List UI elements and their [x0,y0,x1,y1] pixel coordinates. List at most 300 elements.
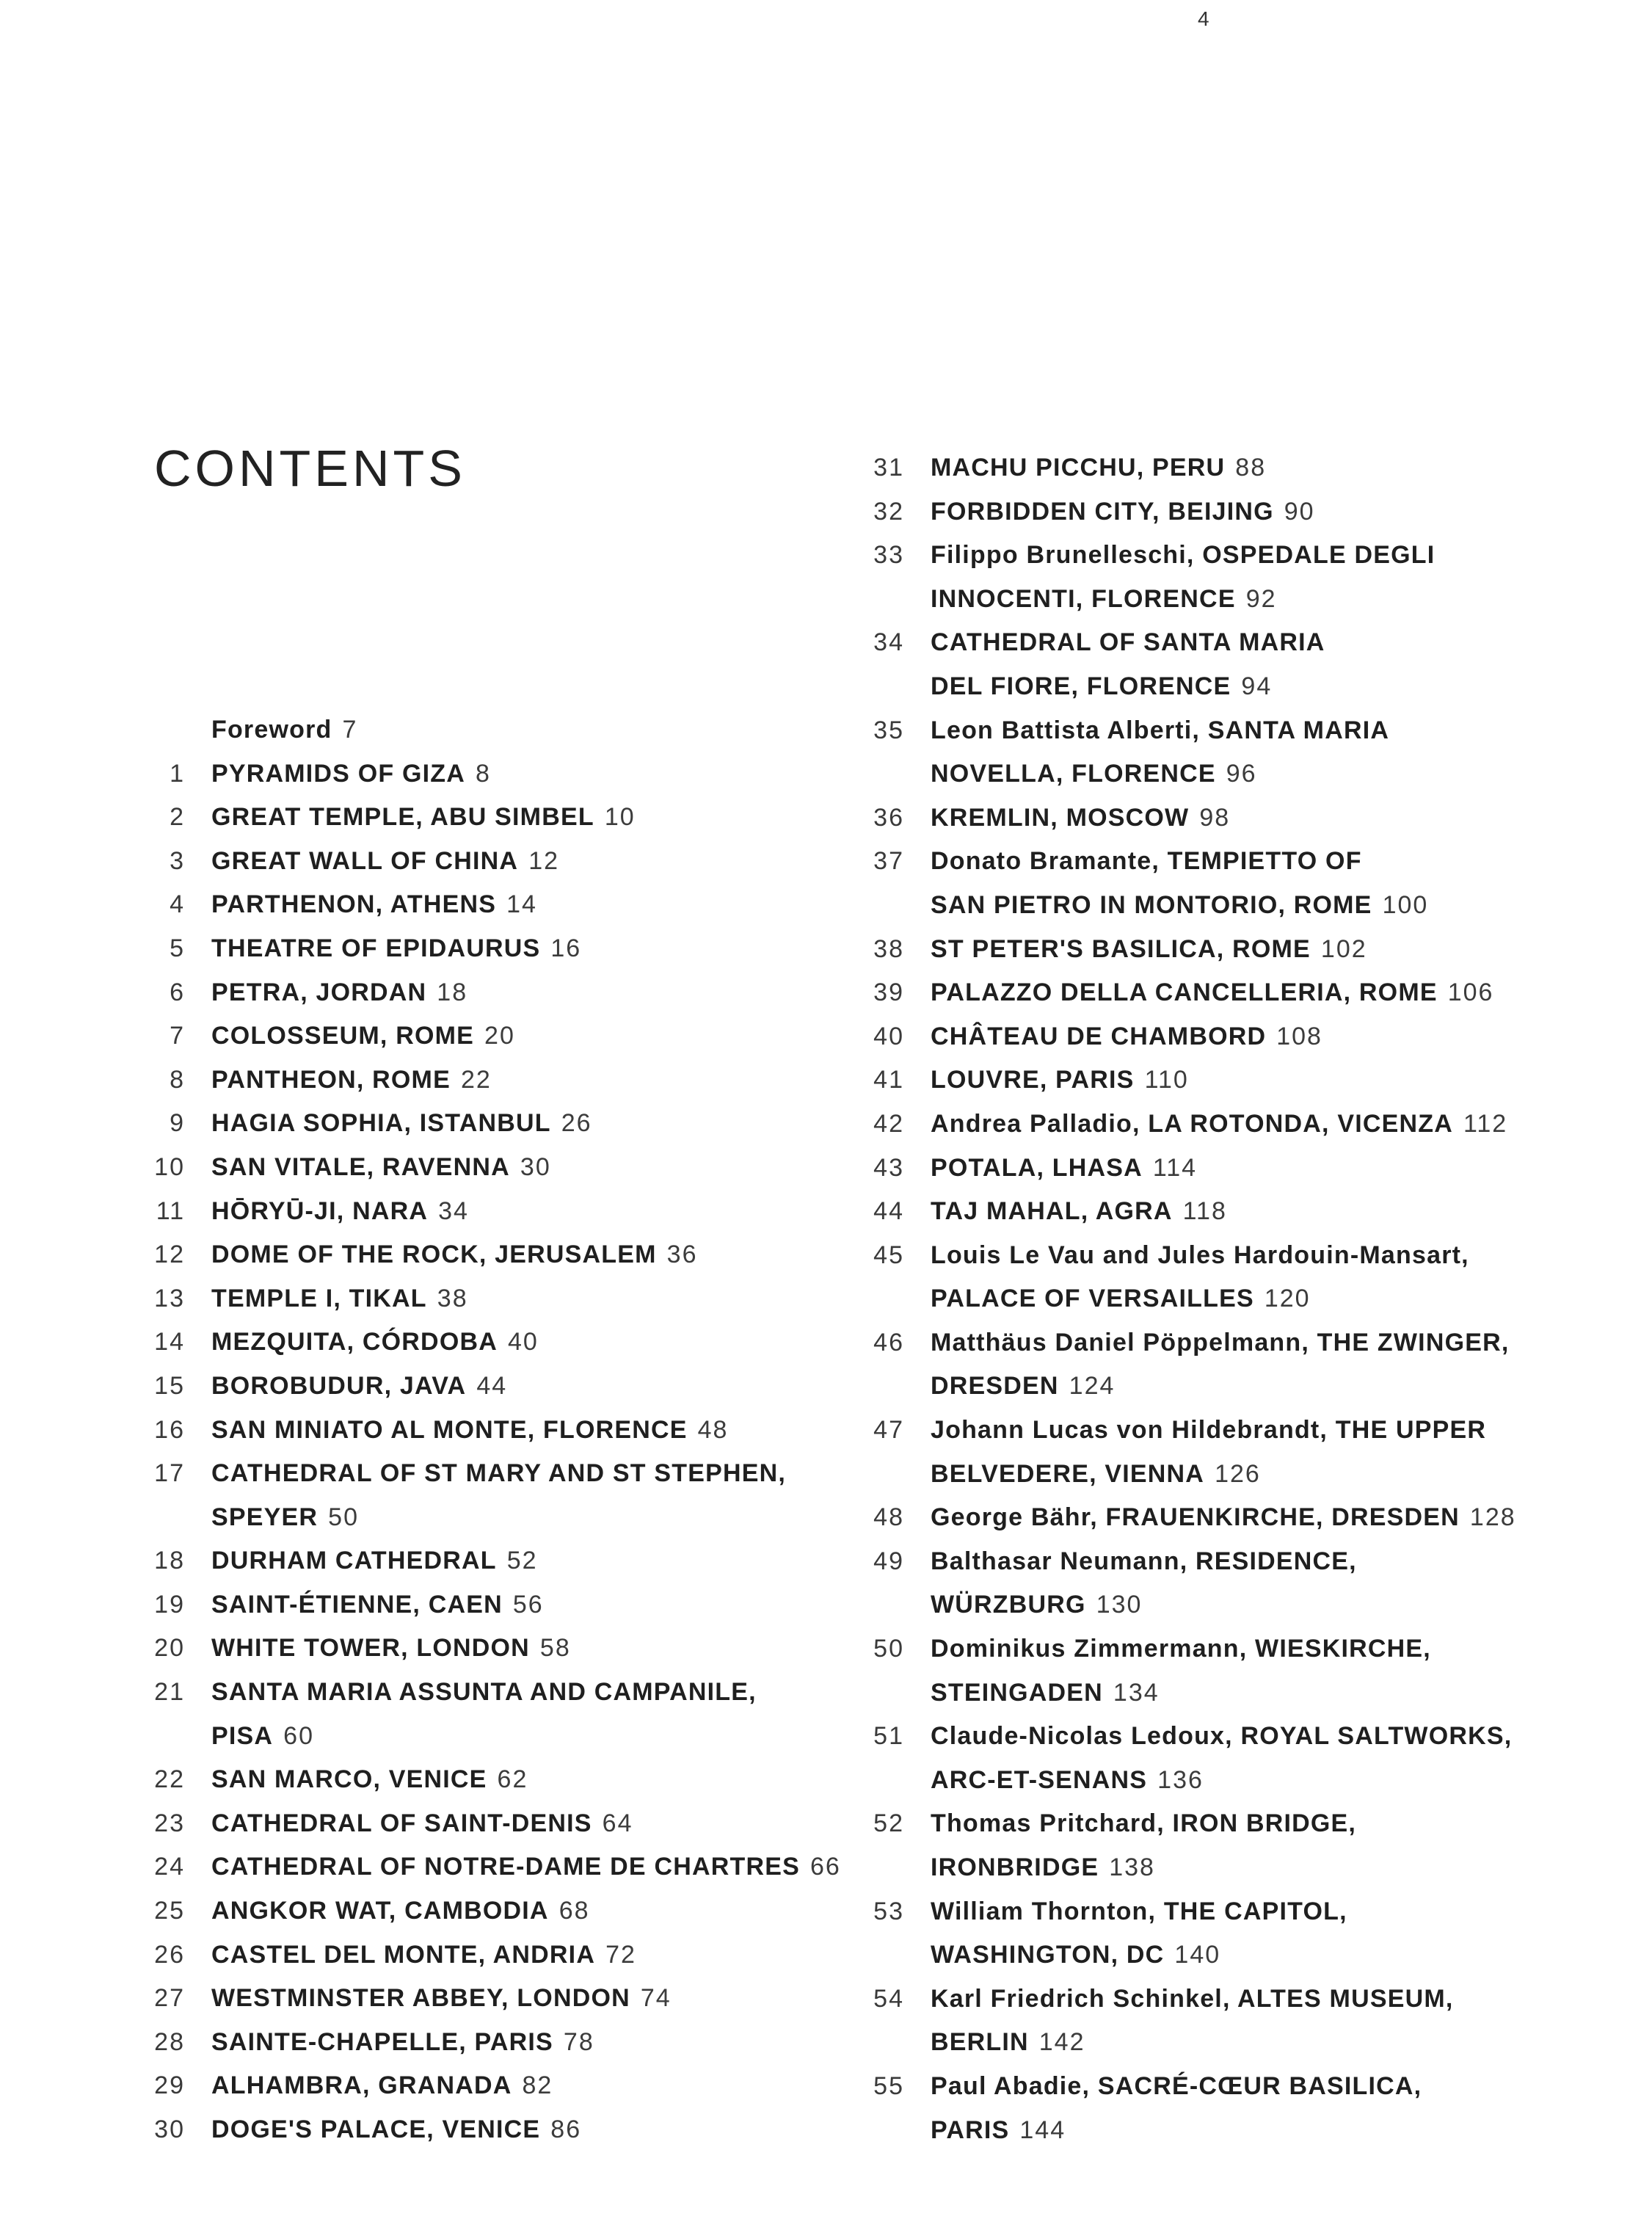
toc-entry-title-line [211,1583,857,1627]
toc-entry-title-line [211,1277,857,1321]
toc-entry [807,971,1650,1015]
toc-entry-title: IRONBRIDGE [931,1853,1099,1881]
toc-entry-title: CATHEDRAL OF ST MARY AND ST STEPHEN, [211,1459,787,1488]
toc-entry-page: 112 [1463,1109,1508,1138]
toc-entry-title: BELVEDERE, VIENNA [931,1459,1205,1488]
toc-entry-title: HŌRYŪ-JI, NARA [211,1196,429,1225]
toc-entry-page: 20 [484,1022,515,1050]
toc-entry-title: Leon Battista Alberti, SANTA MARIA [931,716,1390,744]
toc-entry [807,1147,1650,1191]
toc-entry-page: 26 [561,1109,592,1138]
toc-entry-title-line [211,1452,857,1496]
toc-entry-number: 38 [873,934,904,963]
toc-entry-page: 90 [1284,497,1315,526]
toc-entry [807,1977,1650,2065]
toc-entry-title: Balthasar Neumann, RESIDENCE, [931,1547,1357,1575]
toc-entry-title-line [211,971,857,1015]
toc-entry-title: COLOSSEUM, ROME [211,1022,475,1050]
toc-entry-title: SAN MINIATO AL MONTE, FLORENCE [211,1415,688,1444]
toc-entry-page: 110 [1144,1066,1189,1094]
toc-entry [0,883,857,927]
toc-entry-page: 36 [666,1241,698,1269]
toc-entry [0,1539,857,1583]
toc-entry-title: Foreword [211,716,332,744]
toc-entry-page: 50 [328,1503,359,1531]
toc-entry-title-line [931,709,1650,753]
toc-entry-title-line [931,1409,1650,1453]
toc-entry-title-line [211,708,857,752]
toc-left-column [0,708,857,2152]
toc-entry-number: 27 [154,1984,185,2013]
toc-entry-title: WÜRZBURG [931,1591,1086,1619]
toc-entry-title: PETRA, JORDAN [211,978,427,1006]
toc-entry-page: 86 [550,2115,582,2143]
toc-entry-title: PARTHENON, ATHENS [211,890,497,919]
toc-entry-number: 52 [873,1809,904,1838]
toc-entry-title-line [211,1539,857,1583]
toc-entry [0,1758,857,1802]
toc-entry-title-line [211,1058,857,1103]
toc-entry [0,1845,857,1889]
toc-entry [0,840,857,884]
toc-entry-title-line [931,490,1650,534]
toc-entry-page: 66 [809,1853,841,1881]
toc-entry-title: ST PETER'S BASILICA, ROME [931,934,1311,963]
toc-entry-number: 46 [873,1328,904,1356]
toc-entry [0,2064,857,2108]
toc-entry-page: 142 [1038,2028,1085,2057]
toc-entry-number: 45 [873,1241,904,1269]
toc-entry-title-line [211,1321,857,1365]
toc-entry-title: TEMPLE I, TIKAL [211,1284,427,1312]
toc-entry-number: 35 [873,716,904,744]
toc-entry-page: 56 [512,1590,544,1619]
toc-entry-number: 54 [873,1984,904,2013]
toc-entry-title-line [931,1540,1650,1584]
toc-entry-title-line [211,2064,857,2108]
toc-entry-number: 39 [873,978,904,1007]
toc-entry-page: 52 [506,1547,538,1575]
toc-entry-number: 10 [154,1152,185,1181]
toc-entry-page: 62 [497,1765,528,1794]
toc-entry-number: 43 [873,1153,904,1182]
toc-entry [0,1365,857,1409]
toc-entry-title: DEL FIORE, FLORENCE [931,672,1231,700]
toc-entry-title-line [211,1933,857,1977]
toc-entry-title: BERLIN [931,2028,1029,2057]
toc-entry-page: 92 [1245,584,1277,613]
toc-entry-page: 140 [1174,1941,1221,1969]
toc-entry-title-line [931,534,1650,578]
toc-entry [0,1321,857,1365]
toc-entry-number: 51 [873,1722,904,1751]
toc-entry [0,1583,857,1627]
toc-entry-title-line [931,2065,1650,2109]
toc-entry-title-line [211,1758,857,1802]
toc-entry-number: 4 [170,890,185,919]
toc-entry-title-line [931,1802,1650,1846]
toc-entry-title: PISA [211,1721,274,1750]
toc-entry [0,927,857,971]
toc-entry-title-line [211,1715,857,1759]
page-title: CONTENTS [154,440,466,497]
toc-entry-page: 100 [1382,890,1429,919]
toc-entry-page: 16 [550,934,582,962]
toc-entry-title-line [931,840,1650,884]
toc-entry [807,1190,1650,1234]
toc-entry [0,1409,857,1453]
toc-entry-title-line [211,840,857,884]
toc-entry-title-line [931,1321,1650,1365]
toc-entry-title: ANGKOR WAT, CAMBODIA [211,1897,549,1925]
toc-entry-title-line [931,1627,1650,1671]
toc-entry-title-line [211,1802,857,1846]
toc-entry-number: 12 [154,1241,185,1269]
toc-entry-title-line [211,1365,857,1409]
toc-entry [0,1058,857,1103]
toc-entry-title: ARC-ET-SENANS [931,1765,1148,1794]
toc-entry-number: 37 [873,847,904,876]
toc-entry [0,1277,857,1321]
toc-entry-title-line [211,1146,857,1190]
toc-entry-number: 48 [873,1503,904,1532]
toc-entry-title-line [931,1453,1650,1497]
toc-entry-title: BOROBUDUR, JAVA [211,1371,467,1400]
toc-entry-title-line [211,796,857,840]
toc-entry [0,1671,857,1758]
toc-entry-title-line [931,884,1650,928]
toc-entry-title-line [931,1365,1650,1409]
toc-entry-page: 118 [1182,1197,1227,1226]
toc-entry-page: 30 [520,1152,551,1181]
toc-entry-title: Johann Lucas von Hildebrandt, THE UPPER [931,1416,1487,1445]
toc-entry-number: 44 [873,1197,904,1226]
toc-entry-page: 102 [1320,934,1367,963]
toc-entry-page: 128 [1469,1503,1516,1532]
toc-entry [0,1233,857,1277]
toc-entry [0,1889,857,1933]
toc-entry-number: 22 [154,1765,185,1794]
toc-entry-title-line [931,796,1650,840]
toc-entry [807,1715,1650,1802]
toc-entry-title: William Thornton, THE CAPITOL, [931,1897,1347,1925]
toc-entry-title: CASTEL DEL MONTE, ANDRIA [211,1940,596,1969]
toc-entry-title-line [211,1845,857,1889]
toc-entry [807,840,1650,927]
toc-entry-title-line [931,1715,1650,1759]
toc-entry-title-line [931,1890,1650,1934]
toc-entry-title: LOUVRE, PARIS [931,1066,1135,1094]
toc-entry-number: 5 [170,934,185,962]
toc-entry-page: 82 [522,2071,553,2100]
toc-entry-title: Dominikus Zimmermann, WIESKIRCHE, [931,1635,1431,1663]
toc-entry-title: Thomas Pritchard, IRON BRIDGE, [931,1809,1357,1838]
toc-entry-title: CATHEDRAL OF SANTA MARIA [931,628,1325,657]
toc-entry [807,1496,1650,1540]
toc-entry-title: PYRAMIDS OF GIZA [211,759,465,788]
toc-entry-page: 134 [1113,1678,1160,1707]
toc-entry-title: SAINTE-CHAPELLE, PARIS [211,2027,553,2056]
toc-entry-number: 55 [873,2071,904,2100]
toc-entry-number: 36 [873,803,904,832]
toc-entry-title: Karl Friedrich Schinkel, ALTES MUSEUM, [931,1984,1454,2013]
toc-entry-title-line [931,1103,1650,1147]
toc-entry-title-line [931,2021,1650,2065]
toc-entry [807,1890,1650,1977]
toc-entry-title: CATHEDRAL OF SAINT-DENIS [211,1809,592,1837]
toc-entry-page: 64 [602,1809,633,1837]
toc-entry-title-line [211,2021,857,2065]
toc-entry-title: DURHAM CATHEDRAL [211,1547,497,1575]
toc-entry [807,1409,1650,1496]
toc-entry-number: 50 [873,1635,904,1663]
toc-entry-title-line [211,1627,857,1671]
toc-entry-page: 94 [1241,672,1273,700]
toc-entry-number: 8 [170,1065,185,1094]
toc-entry-number: 21 [154,1678,185,1707]
toc-entry-number: 42 [873,1109,904,1138]
toc-entry [0,1627,857,1671]
toc-entry-page: 124 [1069,1372,1116,1401]
toc-entry [807,928,1650,972]
toc-entry-number: 16 [154,1415,185,1444]
toc-entry-number: 7 [170,1022,185,1050]
toc-entry-title-line [931,446,1650,490]
toc-entry [807,1015,1650,1059]
toc-entry-number: 25 [154,1897,185,1925]
toc-entry-title-line [211,1233,857,1277]
toc-entry-number: 32 [873,497,904,526]
toc-entry-page: 12 [528,846,560,875]
toc-entry-title-line [211,1190,857,1234]
toc-entry-number: 9 [170,1109,185,1138]
toc-entry-title-line [931,1671,1650,1715]
toc-entry-page: 126 [1215,1459,1261,1488]
toc-entry-number: 3 [170,846,185,875]
toc-entry-number: 41 [873,1066,904,1094]
toc-entry-number: 47 [873,1416,904,1445]
toc-entry-number: 53 [873,1897,904,1925]
toc-entry-title-line [211,1409,857,1453]
toc-entry-title: KREMLIN, MOSCOW [931,803,1190,832]
toc-entry-title: PANTHEON, ROME [211,1065,451,1094]
toc-entry-page: 98 [1199,803,1231,832]
toc-entry-title: WASHINGTON, DC [931,1941,1165,1969]
toc-entry-title-line [211,2108,857,2152]
toc-entry-title: Claude-Nicolas Ledoux, ROYAL SALTWORKS, [931,1722,1513,1751]
toc-entry-title: Matthäus Daniel Pöppelmann, THE ZWINGER, [931,1328,1510,1356]
toc-entry-page: 40 [507,1328,539,1356]
toc-entry-title: Paul Abadie, SACRÉ-CŒUR BASILICA, [931,2071,1422,2100]
toc-entry [0,971,857,1015]
toc-entry-title: Louis Le Vau and Jules Hardouin-Mansart, [931,1241,1469,1269]
toc-entry-title-line [931,1496,1650,1540]
toc-entry-number: 33 [873,541,904,570]
toc-entry [807,1627,1650,1715]
toc-entry-title-line [931,1277,1650,1321]
toc-entry-title: WHITE TOWER, LONDON [211,1634,530,1663]
toc-entry [0,1977,857,2021]
toc-entry-title: CATHEDRAL OF NOTRE-DAME DE CHARTRES [211,1853,800,1881]
toc-entry-title-line [931,1933,1650,1977]
toc-entry-title: SPEYER [211,1503,319,1531]
toc-entry-page: 108 [1276,1022,1322,1050]
toc-entry-number: 15 [154,1371,185,1400]
toc-entry-title: GREAT WALL OF CHINA [211,846,519,875]
toc-entry-number: 14 [154,1328,185,1356]
toc-entry-title-line [931,971,1650,1015]
toc-entry [807,709,1650,796]
toc-entry [807,1234,1650,1321]
toc-entry [0,1190,857,1234]
toc-entry-title-line [931,1234,1650,1278]
toc-entry-title: DRESDEN [931,1372,1059,1401]
toc-entry-page: 14 [506,890,537,919]
toc-entry-title-line [931,621,1650,665]
toc-entry-number: 17 [154,1459,185,1488]
toc-entry-title: PARIS [931,2115,1010,2144]
toc-entry-title: HAGIA SOPHIA, ISTANBUL [211,1109,551,1138]
toc-entry-title-line [211,1102,857,1146]
toc-entry-title-line [931,752,1650,796]
toc-entry-title: PALACE OF VERSAILLES [931,1285,1254,1313]
toc-entry-title: SAN MARCO, VENICE [211,1765,487,1794]
toc-entry-title: TAJ MAHAL, AGRA [931,1197,1173,1226]
toc-entry-title: George Bähr, FRAUENKIRCHE, DRESDEN [931,1503,1460,1532]
toc-entry-title-line [211,1977,857,2021]
toc-entry [807,1321,1650,1409]
toc-entry [0,1452,857,1539]
toc-entry-title-line [931,1147,1650,1191]
toc-entry [807,534,1650,621]
toc-entry-title: THEATRE OF EPIDAURUS [211,934,541,962]
toc-entry-title-line [931,1058,1650,1103]
toc-entry [807,446,1650,490]
toc-entry-title: DOGE'S PALACE, VENICE [211,2115,541,2143]
toc-entry-number: 24 [154,1853,185,1881]
toc-entry-page: 74 [640,1984,672,2013]
toc-right-column [807,446,1650,2152]
toc-entry-page: 114 [1152,1153,1198,1182]
toc-entry [0,752,857,796]
toc-entry-title: ALHAMBRA, GRANADA [211,2071,512,2100]
toc-entry-page: 48 [697,1415,729,1444]
toc-entry-title-line [211,1671,857,1715]
toc-entry-number: 31 [873,454,904,482]
toc-entry-page: 10 [604,803,636,832]
toc-entry-title: GREAT TEMPLE, ABU SIMBEL [211,803,594,832]
toc-entry-number: 2 [170,803,185,832]
toc-entry-page: 68 [558,1897,590,1925]
toc-entry [0,2021,857,2065]
toc-entry [807,490,1650,534]
toc-entry [0,1802,857,1846]
toc-entry-page: 144 [1019,2115,1066,2144]
toc-entry-number: 49 [873,1547,904,1575]
toc-entry [0,796,857,840]
toc-entry-number: 23 [154,1809,185,1837]
toc-entry-number: 19 [154,1590,185,1619]
toc-entry-title: SANTA MARIA ASSUNTA AND CAMPANILE, [211,1678,757,1707]
toc-entry-title: DOME OF THE ROCK, JERUSALEM [211,1241,657,1269]
toc-entry-title: WESTMINSTER ABBEY, LONDON [211,1984,630,2013]
toc-entry-page: 88 [1235,454,1267,482]
toc-entry-title-line [931,1583,1650,1627]
toc-entry-page: 106 [1447,978,1494,1007]
toc-entry-page: 34 [438,1196,469,1225]
toc-entry-page: 138 [1109,1853,1155,1881]
toc-entry-number: 30 [154,2115,185,2143]
toc-entry-page: 38 [437,1284,468,1312]
toc-entry-title-line [931,928,1650,972]
toc-entry-page: 136 [1157,1765,1204,1794]
toc-entry-title: INNOCENTI, FLORENCE [931,584,1236,613]
toc-entry [807,1058,1650,1103]
toc-entry-page: 96 [1226,760,1257,788]
toc-entry-title-line [931,1759,1650,1803]
toc-entry-title-line [931,665,1650,709]
toc-entry-number: 11 [156,1196,185,1225]
toc-entry-number: 6 [170,978,185,1006]
toc-entry-number: 26 [154,1940,185,1969]
toc-entry-title-line [211,1496,857,1540]
toc-entry-page: 78 [563,2027,594,2056]
toc-entry-title: FORBIDDEN CITY, BEIJING [931,497,1274,526]
toc-entry [0,1102,857,1146]
toc-entry-title-line [931,2109,1650,2153]
toc-entry [807,1103,1650,1147]
page-number: 4 [1198,7,1210,30]
toc-entry [807,621,1650,708]
toc-entry-page: 7 [342,716,358,744]
toc-entry-number: 40 [873,1022,904,1050]
toc-entry-page: 120 [1264,1285,1311,1313]
toc-entry-title-line [211,883,857,927]
toc-entry [0,1933,857,1977]
toc-entry-title-line [211,927,857,971]
toc-entry [0,1146,857,1190]
toc-entry [0,2108,857,2152]
toc-entry-title-line [931,1015,1650,1059]
toc-entry [0,708,857,752]
toc-entry-title: SAN VITALE, RAVENNA [211,1152,510,1181]
toc-entry-title-line [931,1846,1650,1890]
toc-entry-page: 18 [437,978,468,1006]
toc-entry-page: 72 [605,1940,636,1969]
toc-entry-number: 13 [154,1284,185,1312]
toc-entry-title: MACHU PICCHU, PERU [931,454,1226,482]
toc-entry-title-line [211,1014,857,1058]
toc-entry-title: Filippo Brunelleschi, OSPEDALE DEGLI [931,541,1436,570]
toc-entry [807,1802,1650,1889]
toc-entry-number: 34 [873,628,904,657]
toc-entry-title: POTALA, LHASA [931,1153,1143,1182]
toc-entry-number: 1 [170,759,185,788]
toc-entry-title: SAN PIETRO IN MONTORIO, ROME [931,890,1372,919]
toc-entry-number: 20 [154,1634,185,1663]
toc-entry-page: 60 [283,1721,314,1750]
toc-entry-title: Donato Bramante, TEMPIETTO OF [931,847,1362,876]
toc-entry-page: 130 [1096,1591,1143,1619]
toc-entry [807,2065,1650,2152]
toc-entry-title: MEZQUITA, CÓRDOBA [211,1328,498,1356]
toc-entry-title-line [211,1889,857,1933]
toc-entry-number: 18 [154,1547,185,1575]
toc-entry-number: 28 [154,2027,185,2056]
toc-entry-page: 22 [460,1065,492,1094]
toc-entry-title: Andrea Palladio, LA ROTONDA, VICENZA [931,1109,1453,1138]
toc-entry-title-line [931,1977,1650,2022]
